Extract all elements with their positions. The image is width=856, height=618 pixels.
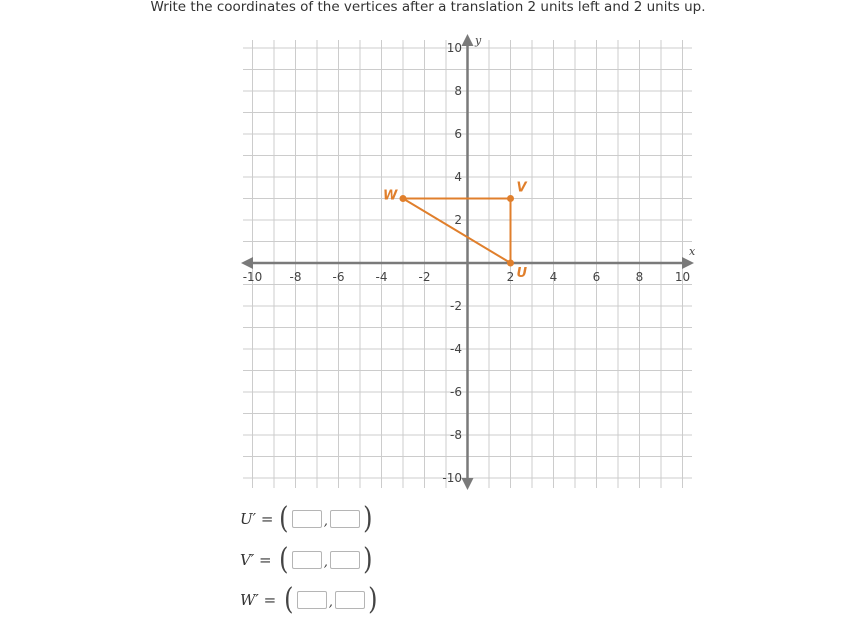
x-tick-label: 6 [592, 270, 601, 284]
answer-label-v: V′ = [240, 551, 272, 569]
y-tick-label: -4 [450, 342, 462, 356]
answer-row-u [240, 501, 374, 536]
x-tick-label: -6 [332, 270, 345, 284]
vertex-label-v: V [516, 180, 527, 196]
x-tick-label: -8 [289, 270, 302, 284]
v-prime-y-input[interactable] [330, 551, 360, 569]
u-prime-x-input[interactable] [292, 510, 322, 528]
x-tick-label: 4 [549, 270, 558, 284]
y-tick-label: 4 [454, 170, 462, 184]
vertex-point-w [400, 195, 407, 202]
y-axis-arrow-down [462, 478, 474, 490]
vertex-point-v [507, 195, 514, 202]
y-tick-label: 8 [454, 84, 462, 98]
x-axis-arrow-right [682, 257, 694, 269]
comma: , [323, 555, 328, 570]
vertex-label-u: U [516, 266, 528, 281]
v-prime-x-input[interactable] [292, 551, 322, 569]
close-paren: ) [363, 501, 373, 536]
x-tick-label: -10 [242, 270, 263, 284]
x-axis-label: x [689, 245, 696, 258]
answer-label-u: U′ = [240, 510, 274, 528]
answer-row-w [240, 582, 379, 617]
y-tick-label: 10 [446, 41, 462, 55]
open-paren: ( [279, 542, 289, 577]
x-tick-label: -2 [418, 270, 431, 284]
y-axis-arrow-up [462, 34, 474, 46]
x-tick-label: 10 [674, 270, 691, 284]
w-prime-x-input[interactable] [297, 591, 327, 609]
triangle-outline [403, 199, 511, 264]
answer-label-w: W′ = [240, 591, 277, 609]
y-axis-label: y [475, 34, 482, 47]
question-prompt: Write the coordinates of the vertices after a translation 2 units left and 2 units up. [150, 0, 706, 15]
y-tick-label: -6 [450, 385, 462, 399]
answer-row-v [240, 542, 374, 577]
open-paren: ( [279, 501, 289, 536]
y-tick-label: 6 [454, 127, 462, 141]
close-paren: ) [363, 542, 373, 577]
y-tick-label: -8 [450, 428, 462, 442]
y-tick-label: 2 [454, 213, 462, 227]
x-tick-label: 2 [506, 270, 515, 284]
x-axis-arrow-left [241, 257, 253, 269]
x-tick-label: 8 [635, 270, 644, 284]
axes [241, 34, 696, 490]
x-tick-label: -4 [375, 270, 388, 284]
u-prime-y-input[interactable] [330, 510, 360, 528]
w-prime-y-input[interactable] [335, 591, 365, 609]
comma: , [328, 595, 333, 610]
open-paren: ( [284, 582, 294, 617]
close-paren: ) [368, 582, 378, 617]
comma: , [323, 514, 328, 529]
vertex-point-u [507, 260, 514, 267]
vertex-label-w: W [383, 188, 398, 204]
y-tick-label: -10 [442, 471, 462, 485]
y-tick-label: -2 [450, 299, 462, 313]
triangle-uvw [383, 181, 528, 282]
